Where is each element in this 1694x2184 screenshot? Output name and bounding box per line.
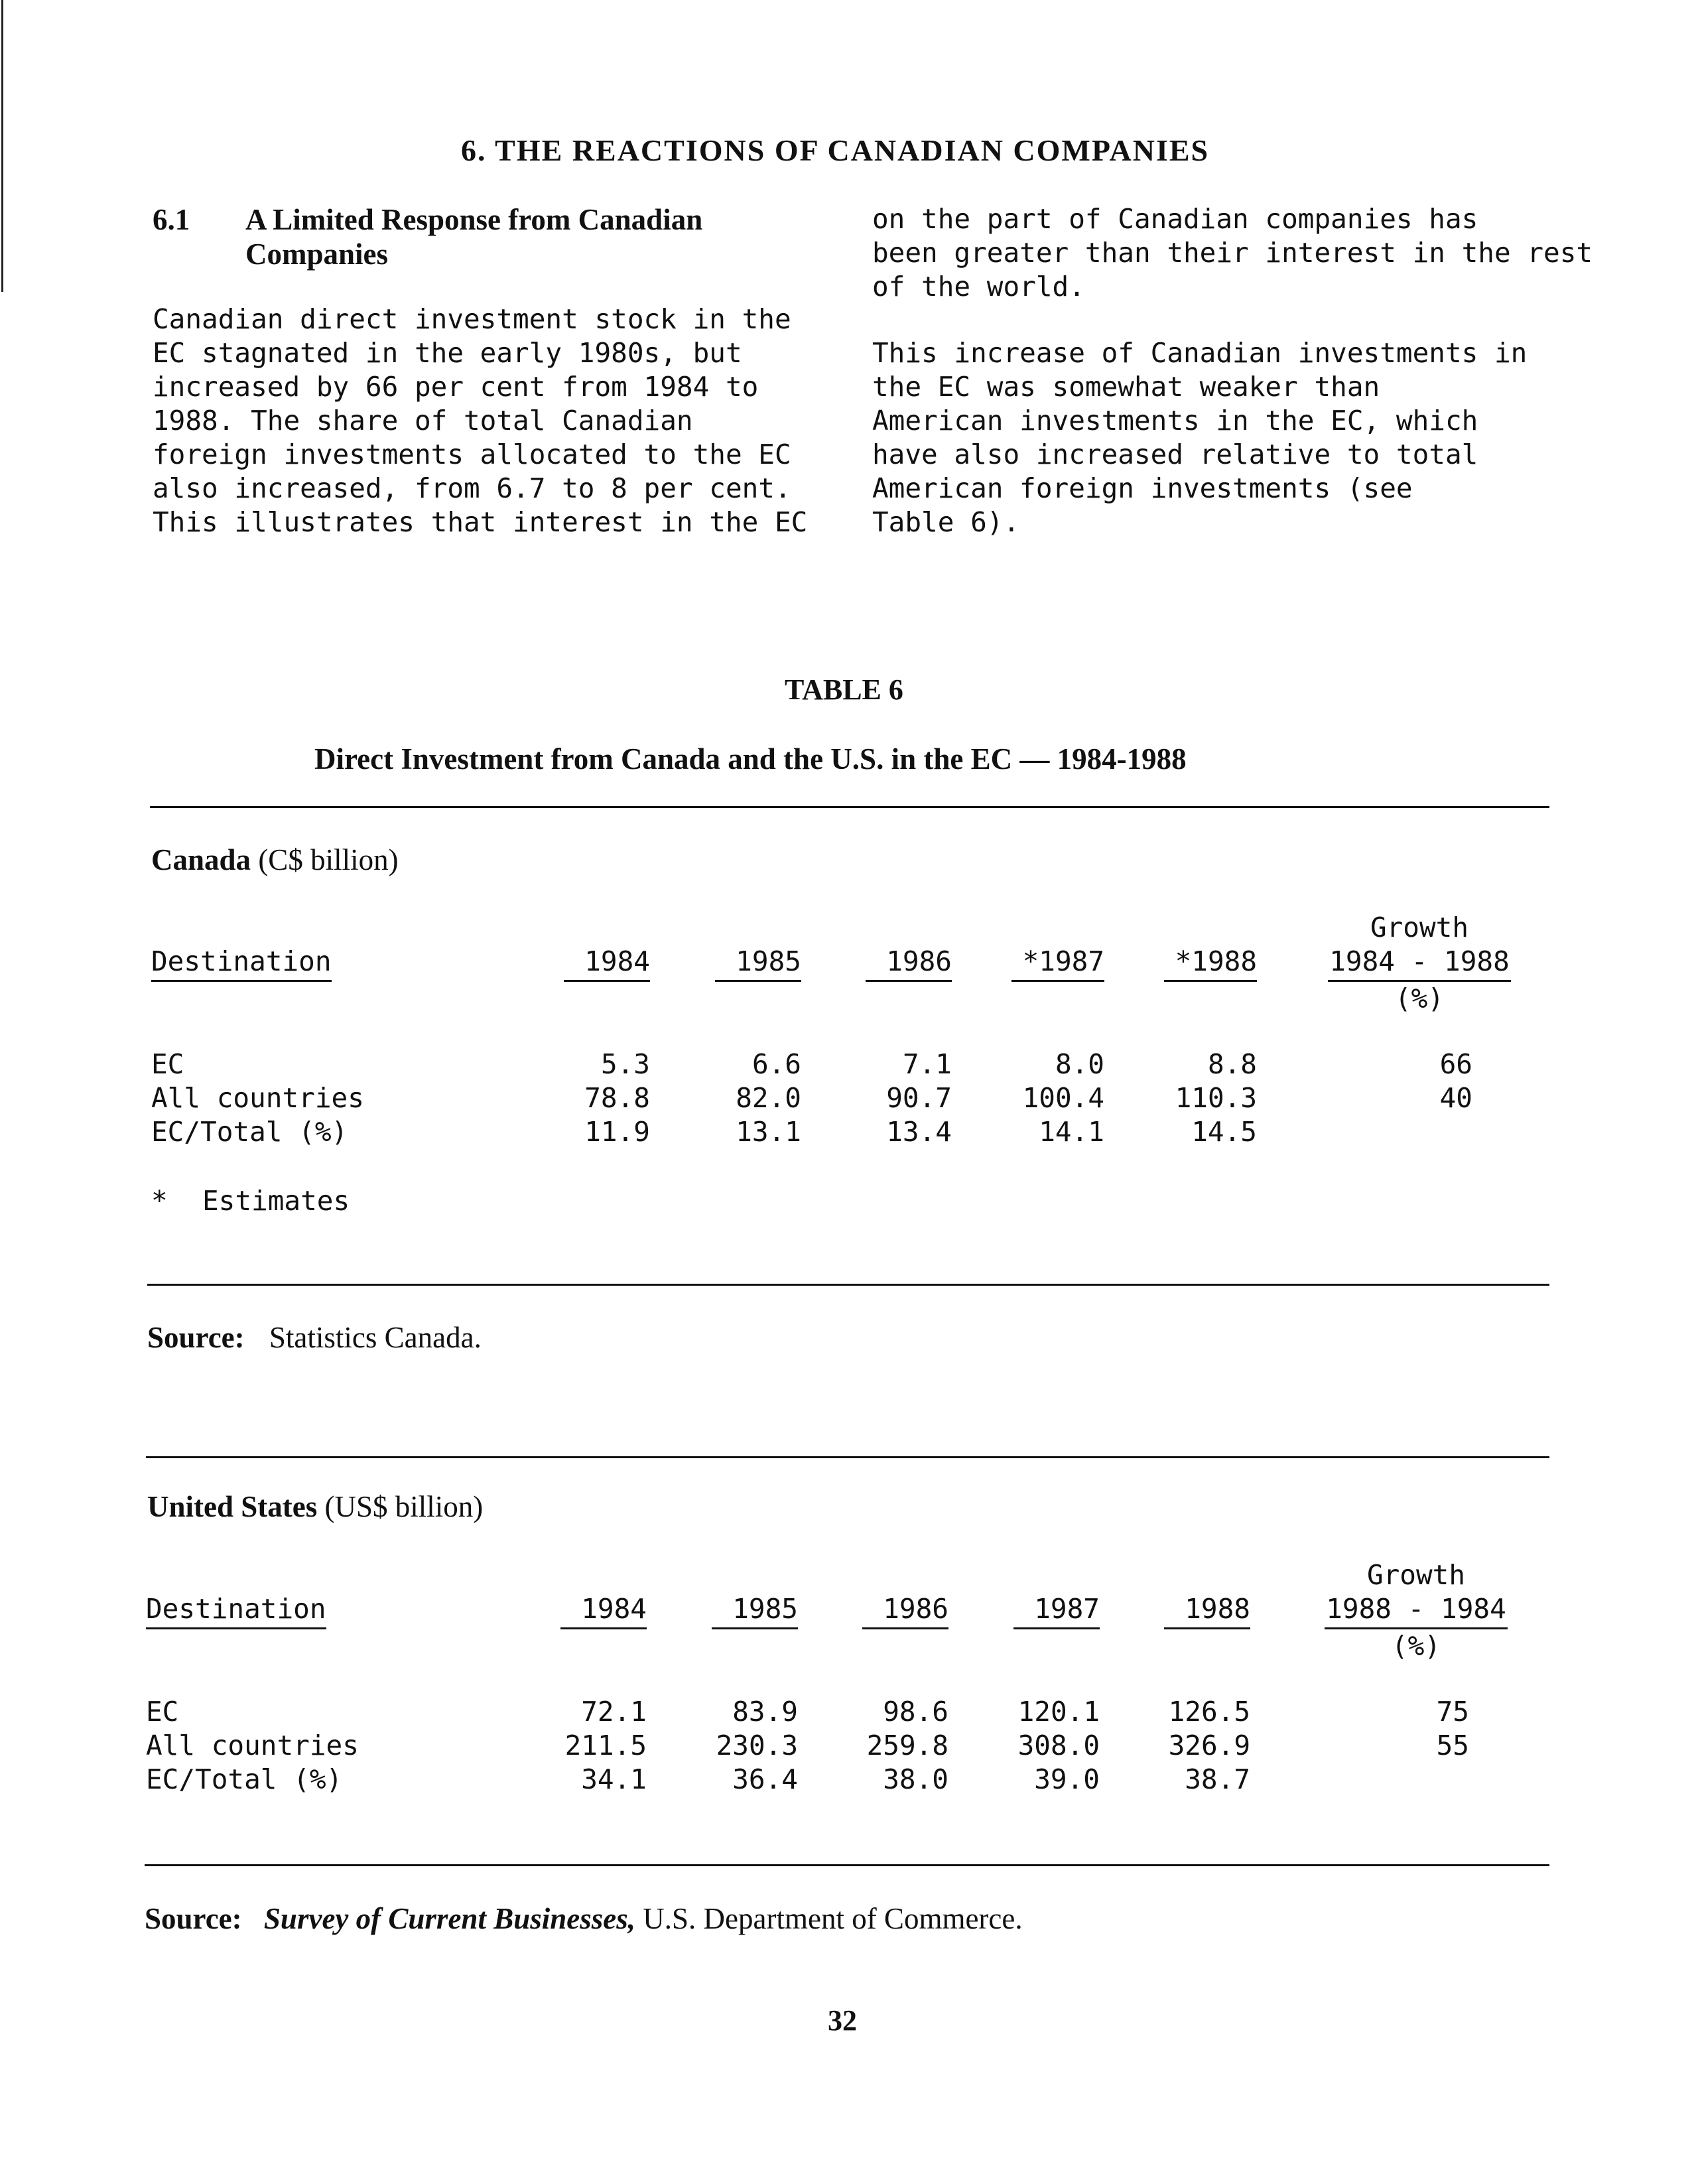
- section-heading: 6. THE REACTIONS OF CANADIAN COMPANIES: [461, 133, 1210, 167]
- us-all-1985: 230.3: [716, 1730, 798, 1761]
- us-section-heading: [147, 1489, 483, 1524]
- us-ec-1986: 98.6: [883, 1696, 948, 1728]
- us-all-1986: 259.8: [866, 1730, 948, 1761]
- canada-ec-1986: 7.1: [902, 1048, 952, 1080]
- us-all-1987: 308.0: [1017, 1730, 1100, 1761]
- us-source-publication: Survey of Current Businesses,: [263, 1902, 636, 1935]
- us-row-label-all: All countries: [146, 1730, 359, 1761]
- canada-growth-label: Growth: [1370, 912, 1469, 943]
- us-heading-unit: (US$ billion): [324, 1490, 484, 1523]
- us-row-label-ec: EC: [146, 1696, 179, 1728]
- us-year-1986: 1986: [862, 1592, 948, 1629]
- estimates-star: *: [151, 1185, 168, 1217]
- us-destination-header: Destination: [146, 1592, 326, 1629]
- us-source-text: U.S. Department of Commerce.: [643, 1902, 1023, 1935]
- canada-year-1988: *1988: [1164, 945, 1257, 982]
- us-ec-1984: 72.1: [581, 1696, 647, 1728]
- left-paragraph: Canadian direct investment stock in the EC stagnated in the early 1980s, but increased by 66 per cent from 1984 to 1988. The share of total Canadian foreign investments allocated to the EC also increased, from 6.7 to 8 per cent. This illustrates that interest in the EC: [153, 303, 808, 538]
- canada-ectotal-1988: 14.5: [1191, 1116, 1257, 1148]
- canada-growth-header: [1313, 911, 1526, 1016]
- canada-ectotal-1987: 14.1: [1039, 1116, 1104, 1148]
- us-year-1985: 1985: [712, 1592, 798, 1629]
- canada-ectotal-1985: 13.1: [736, 1116, 801, 1148]
- subsection-title-line1: A Limited Response from Canadian: [245, 203, 703, 236]
- canada-year-1984: 1984: [564, 945, 650, 982]
- canada-all-1988: 110.3: [1175, 1082, 1257, 1114]
- canada-growth-range: 1984 - 1988: [1328, 945, 1511, 982]
- canada-source-label: Source:: [147, 1321, 245, 1354]
- us-growth-unit: (%): [1391, 1630, 1441, 1662]
- estimates-note: Estimates: [202, 1185, 350, 1217]
- us-ectotal-1987: 39.0: [1034, 1763, 1100, 1795]
- us-ec-1987: 120.1: [1017, 1696, 1100, 1728]
- scan-edge-line: [1, 0, 3, 292]
- table-label: TABLE 6: [785, 673, 903, 706]
- us-year-1987: 1987: [1013, 1592, 1100, 1629]
- us-year-1988: 1988: [1164, 1592, 1250, 1629]
- canada-source-text: Statistics Canada.: [269, 1321, 482, 1354]
- canada-source: [147, 1320, 482, 1355]
- canada-ec-1987: 8.0: [1055, 1048, 1104, 1080]
- subsection-number: 6.1: [153, 203, 190, 236]
- canada-row-label-all: All countries: [151, 1082, 364, 1114]
- us-year-1984: 1984: [560, 1592, 647, 1629]
- table-title: Direct Investment from Canada and the U.S. in the EC — 1984-1988: [314, 742, 1187, 776]
- us-ectotal-1986: 38.0: [883, 1763, 948, 1795]
- us-growth-header: [1310, 1558, 1522, 1663]
- right-paragraph-2: This increase of Canadian investments in the EC was somewhat weaker than American investments in the EC, which have also increased relative to total American foreign investments (see Table 6).: [872, 337, 1528, 538]
- canada-all-1986: 90.7: [886, 1082, 952, 1114]
- canada-year-1987: *1987: [1011, 945, 1104, 982]
- canada-ec-1984: 5.3: [600, 1048, 650, 1080]
- us-ectotal-1984: 34.1: [581, 1763, 647, 1795]
- us-all-growth: 55: [1436, 1730, 1469, 1761]
- us-bottom-rule: [145, 1864, 1549, 1866]
- us-all-1988: 326.9: [1168, 1730, 1250, 1761]
- us-growth-label: Growth: [1366, 1559, 1466, 1591]
- us-ec-1988: 126.5: [1168, 1696, 1250, 1728]
- subsection-title-line2: Companies: [245, 238, 389, 271]
- us-ec-growth: 75: [1436, 1696, 1469, 1728]
- canada-ec-growth: 66: [1439, 1048, 1472, 1080]
- canada-all-growth: 40: [1439, 1082, 1472, 1114]
- us-source-label: Source:: [145, 1902, 242, 1935]
- canada-all-1985: 82.0: [736, 1082, 801, 1114]
- table-top-rule: [150, 806, 1549, 808]
- us-ectotal-1988: 38.7: [1185, 1763, 1250, 1795]
- page-number: 32: [828, 2004, 857, 2037]
- canada-destination-header: Destination: [151, 945, 332, 982]
- us-row-label-ectotal: EC/Total (%): [146, 1763, 343, 1795]
- canada-all-1984: 78.8: [584, 1082, 650, 1114]
- canada-heading-unit: (C$ billion): [258, 843, 399, 876]
- canada-heading-name: Canada: [151, 843, 251, 876]
- canada-bottom-rule: [147, 1284, 1549, 1286]
- us-heading-name: United States: [147, 1490, 318, 1523]
- canada-growth-unit: (%): [1394, 983, 1445, 1014]
- canada-row-label-ec: EC: [151, 1048, 184, 1080]
- us-growth-range: 1988 - 1984: [1325, 1592, 1508, 1629]
- us-ectotal-1985: 36.4: [732, 1763, 798, 1795]
- right-paragraph-1: on the part of Canadian companies has been greater than their interest in the rest of the world.: [872, 203, 1593, 303]
- us-ec-1985: 83.9: [732, 1696, 798, 1728]
- canada-ec-1988: 8.8: [1207, 1048, 1257, 1080]
- us-all-1984: 211.5: [564, 1730, 647, 1761]
- canada-ec-1985: 6.6: [751, 1048, 801, 1080]
- canada-all-1987: 100.4: [1022, 1082, 1104, 1114]
- canada-ectotal-1984: 11.9: [584, 1116, 650, 1148]
- canada-ectotal-1986: 13.4: [886, 1116, 952, 1148]
- canada-year-1986: 1986: [866, 945, 952, 982]
- canada-year-1985: 1985: [715, 945, 801, 982]
- us-source: [145, 1901, 1023, 1936]
- us-top-rule: [146, 1456, 1549, 1458]
- canada-section-heading: [151, 843, 399, 877]
- canada-row-label-ectotal: EC/Total (%): [151, 1116, 348, 1148]
